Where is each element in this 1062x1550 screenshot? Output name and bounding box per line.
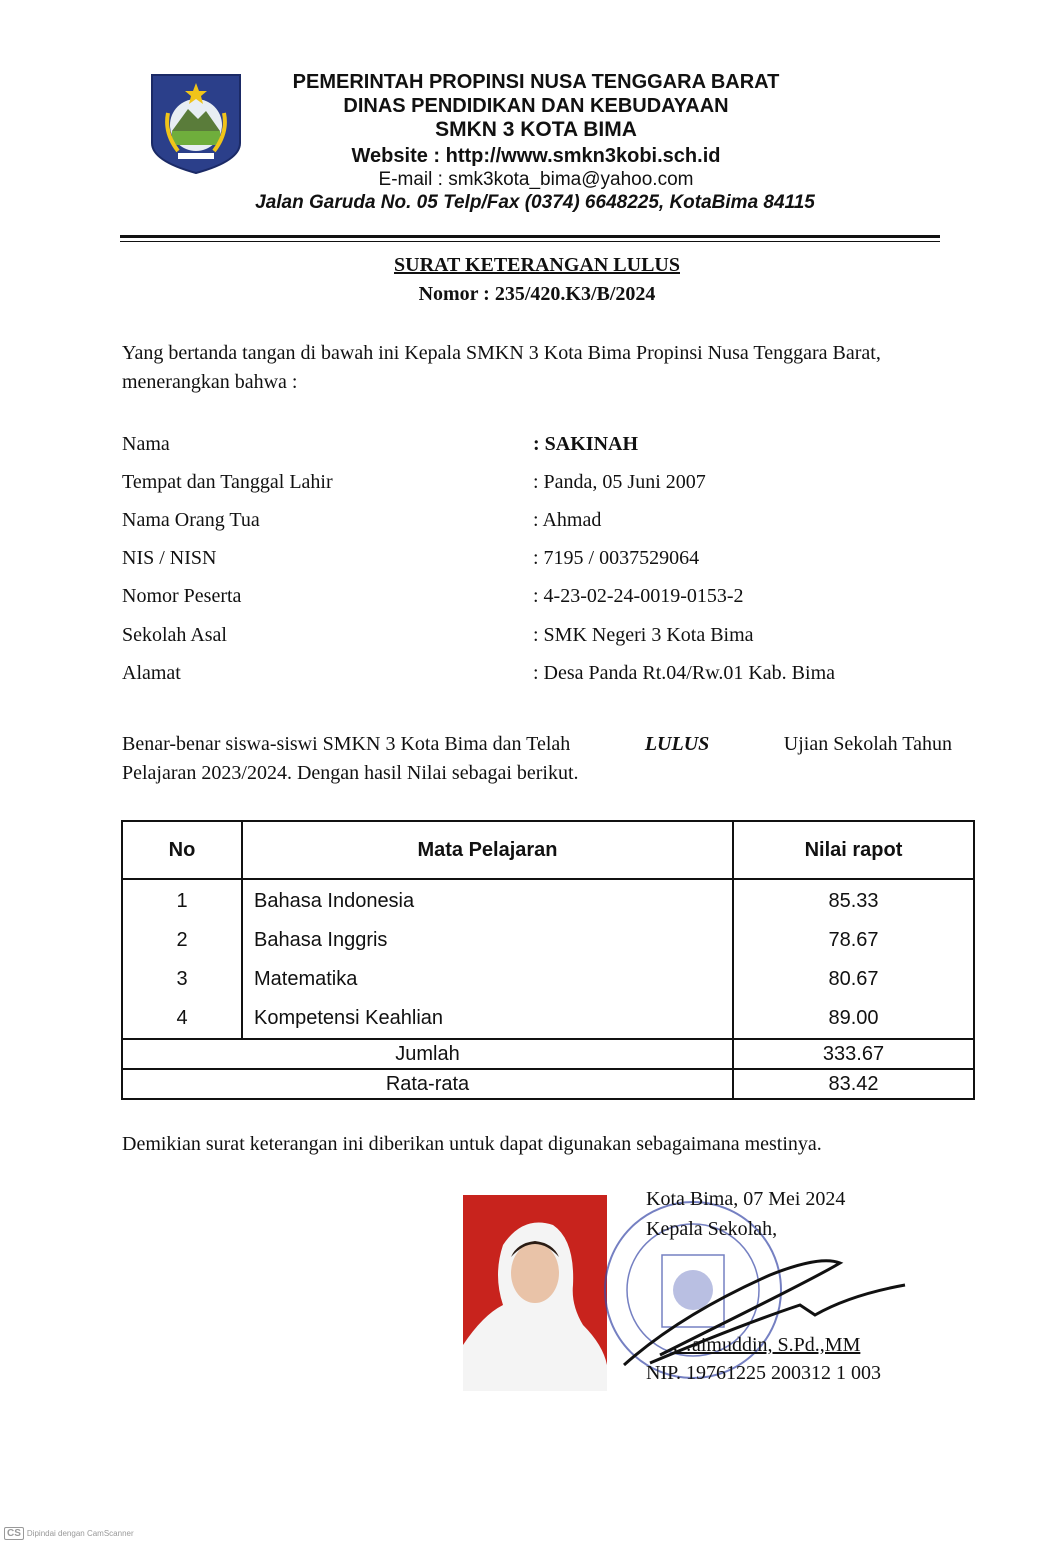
field-row-birth [122, 463, 922, 501]
field-value: : 4-23-02-24-0019-0153-2 [533, 585, 744, 608]
letterhead-website: Website : http://www.smkn3kobi.sch.id [351, 145, 721, 167]
field-row-address [122, 654, 922, 692]
letterhead-department: DINAS PENDIDIKAN DAN KEBUDAYAAN [343, 95, 729, 117]
total-row [122, 1039, 974, 1069]
field-value: : 7195 / 0037529064 [533, 547, 700, 570]
field-value: : SAKINAH [533, 432, 639, 455]
letterhead-school: SMKN 3 KOTA BIMA [435, 118, 637, 141]
field-row-parent [122, 501, 922, 539]
handwritten-signature [620, 1235, 910, 1375]
field-row-nis [122, 540, 922, 578]
table-header-row [122, 821, 974, 879]
scanner-watermark: CS Dipindai dengan CamScanner [4, 1527, 134, 1540]
letterhead-government: PEMERINTAH PROPINSI NUSA TENGGARA BARAT [292, 71, 780, 93]
table-row: 3 Matematika 80.67 [122, 960, 974, 999]
table-row: 4 Kompetensi Keahlian 89.00 [122, 999, 974, 1039]
result-paragraph: Benar-benar siswa-siswi SMKN 3 Kota Bima dan Telah LULUS Ujian Sekolah Tahun Pelajaran 2023/2024. Dengan hasil Nilai sebagai berikut. [122, 733, 952, 784]
average-label: Rata-rata [122, 1069, 733, 1099]
column-header-no: No [122, 821, 242, 879]
document-title: SURAT KETERANGAN LULUS [394, 254, 680, 276]
student-photo [463, 1195, 607, 1391]
table-row: 1 Bahasa Indonesia 85.33 [122, 879, 974, 921]
field-row-name [122, 425, 922, 463]
field-value: : Ahmad [533, 508, 602, 531]
signer-name: …aimuddin, S.Pd.,MM [672, 1334, 861, 1356]
field-label: Alamat [122, 661, 181, 684]
signature-place-date: Kota Bima, 07 Mei 2024 [646, 1188, 846, 1210]
field-label: Sekolah Asal [122, 623, 227, 646]
field-label: Tempat dan Tanggal Lahir [122, 470, 333, 493]
letterhead-email: E-mail : smk3kota_bima@yahoo.com [378, 169, 694, 190]
field-value: : SMK Negeri 3 Kota Bima [533, 623, 754, 646]
field-row-school [122, 616, 922, 654]
field-value: : Desa Panda Rt.04/Rw.01 Kab. Bima [533, 661, 836, 684]
header-divider-thick [120, 235, 940, 238]
closing-paragraph: Demikian surat keterangan ini diberikan untuk dapat digunakan sebagaimana mestinya. [122, 1133, 822, 1155]
field-label: NIS / NISN [122, 547, 217, 570]
field-value: : Panda, 05 Juni 2007 [533, 470, 706, 493]
total-label: Jumlah [122, 1039, 733, 1069]
student-details [122, 425, 922, 692]
field-label: Nomor Peserta [122, 585, 242, 608]
average-row [122, 1069, 974, 1099]
field-label: Nama [122, 432, 170, 455]
field-label: Nama Orang Tua [122, 508, 260, 531]
field-row-participant [122, 578, 922, 616]
camscanner-icon: CS [4, 1527, 24, 1540]
letterhead-address: Jalan Garuda No. 05 Telp/Fax (0374) 6648225, KotaBima 84115 [255, 192, 815, 213]
total-value: 333.67 [733, 1039, 974, 1069]
column-header-score: Nilai rapot [733, 821, 974, 879]
header-divider-thin [120, 241, 940, 242]
average-value: 83.42 [733, 1069, 974, 1099]
column-header-subject: Mata Pelajaran [242, 821, 733, 879]
lulus-emphasis: LULUS [644, 733, 710, 755]
intro-paragraph: Yang bertanda tangan di bawah ini Kepala SMKN 3 Kota Bima Propinsi Nusa Tenggara Barat, menerangkan bahwa : [122, 342, 881, 393]
document-number: Nomor : 235/420.K3/B/2024 [418, 283, 656, 305]
signer-nip: NIP. 19761225 200312 1 003 [646, 1362, 882, 1384]
table-row: 2 Bahasa Inggris 78.67 [122, 921, 974, 960]
grades-table [121, 820, 975, 1100]
signature-role: Kepala Sekolah, [646, 1218, 778, 1240]
